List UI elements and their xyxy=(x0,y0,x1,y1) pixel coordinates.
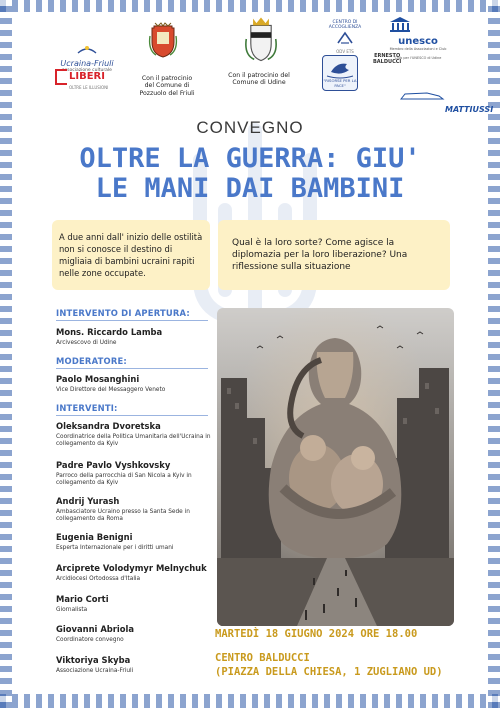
apertura-heading: INTERVENTO DI APERTURA: xyxy=(56,308,190,318)
balducci-logo xyxy=(317,20,402,65)
liberi-name: LIBERI xyxy=(69,71,105,82)
mattiussi-logo xyxy=(389,86,494,114)
speaker-role: Esperta Internazionale per i diritti umani xyxy=(56,545,174,551)
speaker-name: Viktoriya Skyba xyxy=(56,655,131,665)
balducci-icon xyxy=(336,31,354,45)
embroidery-border-left xyxy=(0,0,12,708)
section-divider xyxy=(56,415,208,416)
speaker-role: Coordinatore convegno xyxy=(56,637,124,643)
speaker-name: Andrij Yurash xyxy=(56,496,120,506)
section-divider xyxy=(56,368,208,369)
unesco-logo xyxy=(388,16,448,60)
liberi-sub: OLTRE LE ILLUSIONI xyxy=(69,85,109,90)
intro-box-left xyxy=(52,220,210,290)
main-title-line1: OLTRE LA GUERRA: GIU' xyxy=(79,143,421,174)
convegno-heading: CONVEGNO xyxy=(196,118,304,137)
event-place xyxy=(215,651,443,679)
mattiussi-car-icon xyxy=(397,91,447,101)
speaker-name: Mario Corti xyxy=(56,594,109,604)
speaker-name: Oleksandra Dvoretska xyxy=(56,421,161,431)
speaker-name: Paolo Mosanghini xyxy=(56,374,140,384)
risorse-pace-badge xyxy=(322,55,358,91)
badge-text: "RISORSE PER LA PACE" xyxy=(323,78,357,88)
speaker-role: Arcivescovo di Udine xyxy=(56,340,117,346)
speaker-name: Arciprete Volodymyr Melnychuk xyxy=(56,563,207,573)
section-divider xyxy=(56,320,208,321)
intro-right-text: Qual è la loro sorte? Come agisce la diplomazia per la loro liberazione? Una riflessione sulla situazione xyxy=(232,238,408,272)
balducci-name: ERNESTO BALDUCCI xyxy=(373,53,402,65)
udine-crest-icon xyxy=(244,14,278,64)
embroidery-border-top xyxy=(0,0,500,12)
ucraina-friuli-name: Ucraina-Friuli xyxy=(60,59,114,68)
speaker-name: Eugenia Benigni xyxy=(56,532,133,542)
pozzuolo-crest-icon xyxy=(148,22,178,58)
speaker-role: Parroco della parrocchia di San Nicola a Kyiv in collegamento da Kyiv xyxy=(56,473,192,486)
speaker-role: Giornalista xyxy=(56,607,88,613)
speaker-role: Vice Direttore del Messaggero Veneto xyxy=(56,387,166,393)
speaker-role: Arcidiocesi Ortodossa d'Italia xyxy=(56,576,141,582)
main-title-line2: LE MANI DAI BAMBINI xyxy=(95,173,405,204)
speaker-name: Giovanni Abriola xyxy=(56,624,135,634)
liberi-mark-icon xyxy=(55,69,67,85)
balducci-sub: ODV ETS xyxy=(336,49,354,54)
ucraina-friuli-sub: associazione culturale xyxy=(62,68,112,73)
unesco-name: unesco xyxy=(398,36,438,47)
speaker-role: Associazione Ucraina-Friuli xyxy=(56,668,134,674)
liberi-logo xyxy=(55,66,117,90)
unesco-temple-icon xyxy=(388,16,412,32)
speaker-role: Coordinatrice della Politica Umanitaria dell'Ucraina in collegamento da Kyiv xyxy=(56,434,211,447)
mother-and-children-artwork xyxy=(217,308,454,626)
ucraina-friuli-icon xyxy=(76,45,98,55)
event-place-line2: (PIAZZA DELLA CHIESA, 1 ZUGLIANO UD) xyxy=(215,666,443,678)
event-date: MARTEDÌ 18 GIUGNO 2024 ORE 18.00 xyxy=(215,628,418,640)
speaker-name: Padre Pavlo Vyshkovsky xyxy=(56,460,171,470)
moderatore-heading: MODERATORE: xyxy=(56,356,127,366)
interventi-heading: INTERVENTI: xyxy=(56,403,118,413)
unesco-sub: Membro della Associazioni e Club xyxy=(389,47,447,51)
speaker-role: Ambasciatore Ucraino presso la Santa Sede in collegamento da Roma xyxy=(56,509,190,522)
patrocinio-udine: Con il patrocinio del Comune di Udine xyxy=(228,72,290,87)
unesco-club: Club per l'UNESCO di Udine xyxy=(394,56,442,60)
speaker-name: Mons. Riccardo Lamba xyxy=(56,327,163,337)
embroidery-border-bottom xyxy=(0,694,500,708)
event-place-line1: CENTRO BALDUCCI xyxy=(215,652,310,664)
intro-box-right xyxy=(218,220,450,290)
balducci-ring-text: CENTRO DI ACCOGLIENZA xyxy=(328,20,362,30)
intro-left-text: A due anni dall' inizio delle ostilità non si conosce il destino di migliaia di bambini ucraini rapiti nelle zone occupate. xyxy=(59,232,203,278)
patrocinio-pozzuolo: Con il patrocinio del Comune di Pozzuolo del Friuli xyxy=(139,75,195,97)
mattiussi-name: MATTIUSSI xyxy=(445,105,494,114)
dove-icon xyxy=(323,56,357,80)
